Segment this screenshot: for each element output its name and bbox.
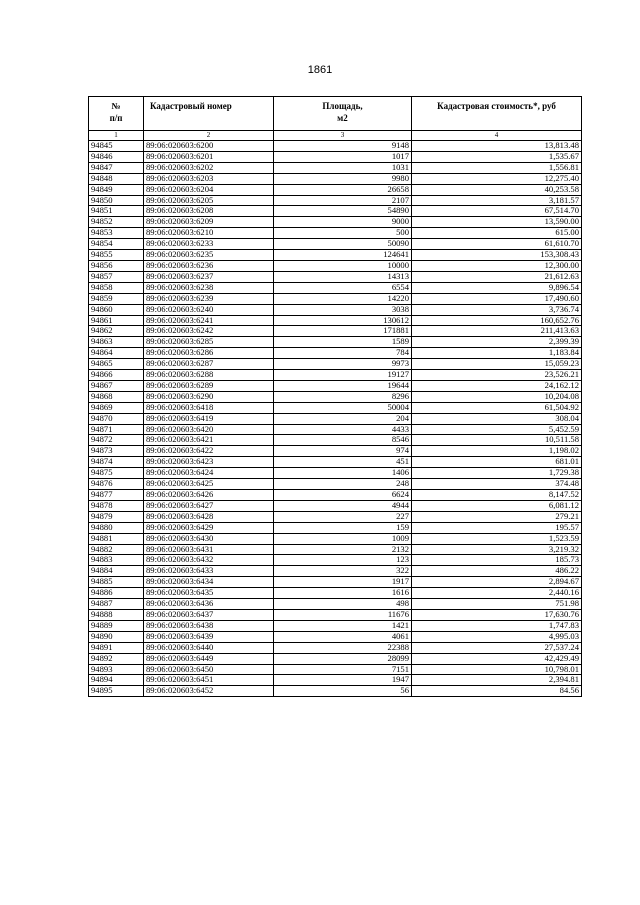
cadastral-table bbox=[88, 96, 582, 697]
row-number: 94874 bbox=[89, 457, 144, 468]
row-number: 94846 bbox=[89, 151, 144, 162]
area: 1031 bbox=[274, 162, 412, 173]
cadastral-number: 89:06:020603:6451 bbox=[144, 675, 274, 686]
area: 50004 bbox=[274, 402, 412, 413]
cadastral-cost: 3,181.57 bbox=[412, 195, 582, 206]
area: 28099 bbox=[274, 653, 412, 664]
area: 322 bbox=[274, 566, 412, 577]
area: 130612 bbox=[274, 315, 412, 326]
cadastral-cost: 12,275.40 bbox=[412, 173, 582, 184]
cadastral-cost: 67,514.70 bbox=[412, 206, 582, 217]
row-number: 94865 bbox=[89, 359, 144, 370]
cadastral-cost: 1,183.84 bbox=[412, 348, 582, 359]
row-number: 94888 bbox=[89, 609, 144, 620]
area: 9000 bbox=[274, 217, 412, 228]
header-number-sub: п/п bbox=[109, 113, 123, 123]
cadastral-cost: 195.57 bbox=[412, 522, 582, 533]
cadastral-number: 89:06:020603:6238 bbox=[144, 282, 274, 293]
table-row bbox=[89, 315, 582, 326]
cadastral-cost: 279.21 bbox=[412, 511, 582, 522]
row-number: 94860 bbox=[89, 304, 144, 315]
cadastral-number: 89:06:020603:6450 bbox=[144, 664, 274, 675]
cadastral-cost: 17,630.76 bbox=[412, 609, 582, 620]
cadastral-number: 89:06:020603:6208 bbox=[144, 206, 274, 217]
row-number: 94848 bbox=[89, 173, 144, 184]
cadastral-cost: 21,612.63 bbox=[412, 271, 582, 282]
cadastral-number: 89:06:020603:6204 bbox=[144, 184, 274, 195]
cadastral-cost: 4,995.03 bbox=[412, 631, 582, 642]
table-row bbox=[89, 206, 582, 217]
table-row bbox=[89, 577, 582, 588]
row-number: 94872 bbox=[89, 435, 144, 446]
cadastral-cost: 153,308.43 bbox=[412, 250, 582, 261]
table-row bbox=[89, 250, 582, 261]
table-row bbox=[89, 511, 582, 522]
table-row bbox=[89, 239, 582, 250]
row-number: 94869 bbox=[89, 402, 144, 413]
area: 9973 bbox=[274, 359, 412, 370]
row-number: 94845 bbox=[89, 141, 144, 152]
area: 4433 bbox=[274, 424, 412, 435]
table-row bbox=[89, 588, 582, 599]
table-row bbox=[89, 162, 582, 173]
cadastral-number: 89:06:020603:6435 bbox=[144, 588, 274, 599]
row-number: 94895 bbox=[89, 686, 144, 697]
table-row bbox=[89, 413, 582, 424]
cadastral-number: 89:06:020603:6242 bbox=[144, 326, 274, 337]
row-number: 94894 bbox=[89, 675, 144, 686]
cadastral-cost: 10,511.58 bbox=[412, 435, 582, 446]
row-number: 94878 bbox=[89, 500, 144, 511]
area: 9148 bbox=[274, 141, 412, 152]
cadastral-cost: 3,736.74 bbox=[412, 304, 582, 315]
cadastral-number: 89:06:020603:6210 bbox=[144, 228, 274, 239]
row-number: 94884 bbox=[89, 566, 144, 577]
cadastral-cost: 2,440.16 bbox=[412, 588, 582, 599]
column-number: 2 bbox=[144, 131, 274, 141]
table-row bbox=[89, 544, 582, 555]
cadastral-cost: 615.00 bbox=[412, 228, 582, 239]
cadastral-cost: 42,429.49 bbox=[412, 653, 582, 664]
header-area-line2: м2 bbox=[337, 113, 348, 123]
table-row bbox=[89, 228, 582, 239]
row-number: 94881 bbox=[89, 533, 144, 544]
cadastral-cost: 1,198.02 bbox=[412, 446, 582, 457]
cadastral-number: 89:06:020603:6289 bbox=[144, 380, 274, 391]
area: 19644 bbox=[274, 380, 412, 391]
table-body bbox=[89, 141, 582, 697]
area: 11676 bbox=[274, 609, 412, 620]
row-number: 94863 bbox=[89, 337, 144, 348]
table-row bbox=[89, 457, 582, 468]
column-number: 4 bbox=[412, 131, 582, 141]
cadastral-cost: 84.56 bbox=[412, 686, 582, 697]
cadastral-number: 89:06:020603:6440 bbox=[144, 642, 274, 653]
cadastral-number: 89:06:020603:6438 bbox=[144, 620, 274, 631]
cadastral-number: 89:06:020603:6436 bbox=[144, 599, 274, 610]
cadastral-cost: 15,059.23 bbox=[412, 359, 582, 370]
cadastral-number: 89:06:020603:6427 bbox=[144, 500, 274, 511]
table-row bbox=[89, 675, 582, 686]
table-row bbox=[89, 490, 582, 501]
cadastral-cost: 1,747.83 bbox=[412, 620, 582, 631]
cadastral-cost: 13,813.48 bbox=[412, 141, 582, 152]
cadastral-cost: 12,300.00 bbox=[412, 260, 582, 271]
row-number: 94882 bbox=[89, 544, 144, 555]
row-number: 94880 bbox=[89, 522, 144, 533]
cadastral-number: 89:06:020603:6430 bbox=[144, 533, 274, 544]
area: 498 bbox=[274, 599, 412, 610]
row-number: 94866 bbox=[89, 370, 144, 381]
cadastral-cost: 8,147.52 bbox=[412, 490, 582, 501]
cadastral-number: 89:06:020603:6287 bbox=[144, 359, 274, 370]
row-number: 94859 bbox=[89, 293, 144, 304]
table-row bbox=[89, 195, 582, 206]
cadastral-cost: 10,798.01 bbox=[412, 664, 582, 675]
row-number: 94852 bbox=[89, 217, 144, 228]
cadastral-cost: 27,537.24 bbox=[412, 642, 582, 653]
table-row bbox=[89, 479, 582, 490]
row-number: 94871 bbox=[89, 424, 144, 435]
table-row bbox=[89, 359, 582, 370]
area: 1009 bbox=[274, 533, 412, 544]
area: 6554 bbox=[274, 282, 412, 293]
row-number: 94883 bbox=[89, 555, 144, 566]
area: 9980 bbox=[274, 173, 412, 184]
cadastral-cost: 1,535.67 bbox=[412, 151, 582, 162]
row-number: 94873 bbox=[89, 446, 144, 457]
row-number: 94850 bbox=[89, 195, 144, 206]
cadastral-cost: 2,894.67 bbox=[412, 577, 582, 588]
area: 159 bbox=[274, 522, 412, 533]
row-number: 94893 bbox=[89, 664, 144, 675]
cadastral-number: 89:06:020603:6239 bbox=[144, 293, 274, 304]
cadastral-number: 89:06:020603:6235 bbox=[144, 250, 274, 261]
table-row bbox=[89, 217, 582, 228]
row-number: 94879 bbox=[89, 511, 144, 522]
row-number: 94891 bbox=[89, 642, 144, 653]
table-row bbox=[89, 282, 582, 293]
cadastral-number: 89:06:020603:6203 bbox=[144, 173, 274, 184]
row-number: 94876 bbox=[89, 479, 144, 490]
cadastral-number: 89:06:020603:6241 bbox=[144, 315, 274, 326]
cadastral-number: 89:06:020603:6432 bbox=[144, 555, 274, 566]
table-row bbox=[89, 391, 582, 402]
cadastral-number: 89:06:020603:6237 bbox=[144, 271, 274, 282]
area: 14220 bbox=[274, 293, 412, 304]
area: 1616 bbox=[274, 588, 412, 599]
header-area bbox=[274, 97, 412, 131]
cadastral-number: 89:06:020603:6449 bbox=[144, 653, 274, 664]
cadastral-cost: 681.01 bbox=[412, 457, 582, 468]
table-row bbox=[89, 402, 582, 413]
cadastral-number: 89:06:020603:6200 bbox=[144, 141, 274, 152]
header-number bbox=[89, 97, 144, 131]
area: 451 bbox=[274, 457, 412, 468]
cadastral-number: 89:06:020603:6288 bbox=[144, 370, 274, 381]
table-row bbox=[89, 631, 582, 642]
row-number: 94847 bbox=[89, 162, 144, 173]
row-number: 94885 bbox=[89, 577, 144, 588]
cadastral-cost: 2,399.39 bbox=[412, 337, 582, 348]
cadastral-number: 89:06:020603:6431 bbox=[144, 544, 274, 555]
cadastral-number: 89:06:020603:6428 bbox=[144, 511, 274, 522]
cadastral-number: 89:06:020603:6422 bbox=[144, 446, 274, 457]
area: 1406 bbox=[274, 468, 412, 479]
area: 22388 bbox=[274, 642, 412, 653]
area: 974 bbox=[274, 446, 412, 457]
table-row bbox=[89, 348, 582, 359]
area: 54890 bbox=[274, 206, 412, 217]
row-number: 94858 bbox=[89, 282, 144, 293]
table-row bbox=[89, 370, 582, 381]
table-row bbox=[89, 260, 582, 271]
table-row bbox=[89, 446, 582, 457]
cadastral-cost: 751.98 bbox=[412, 599, 582, 610]
area: 3038 bbox=[274, 304, 412, 315]
table-row bbox=[89, 599, 582, 610]
column-number-row bbox=[89, 131, 582, 141]
cadastral-number: 89:06:020603:6425 bbox=[144, 479, 274, 490]
cadastral-number: 89:06:020603:6286 bbox=[144, 348, 274, 359]
header-cadastral-cost: Кадастровая стоимость*, руб bbox=[412, 97, 582, 131]
row-number: 94887 bbox=[89, 599, 144, 610]
table-row bbox=[89, 620, 582, 631]
table-row bbox=[89, 468, 582, 479]
row-number: 94856 bbox=[89, 260, 144, 271]
cadastral-cost: 40,253.58 bbox=[412, 184, 582, 195]
area: 26658 bbox=[274, 184, 412, 195]
cadastral-number: 89:06:020603:6421 bbox=[144, 435, 274, 446]
row-number: 94864 bbox=[89, 348, 144, 359]
row-number: 94861 bbox=[89, 315, 144, 326]
cadastral-cost: 23,526.21 bbox=[412, 370, 582, 381]
area: 1589 bbox=[274, 337, 412, 348]
area: 8296 bbox=[274, 391, 412, 402]
cadastral-number: 89:06:020603:6434 bbox=[144, 577, 274, 588]
row-number: 94857 bbox=[89, 271, 144, 282]
table-row bbox=[89, 293, 582, 304]
cadastral-cost: 6,081.12 bbox=[412, 500, 582, 511]
row-number: 94870 bbox=[89, 413, 144, 424]
column-number: 3 bbox=[274, 131, 412, 141]
header-number-sign: № bbox=[111, 101, 121, 111]
table-row bbox=[89, 184, 582, 195]
row-number: 94890 bbox=[89, 631, 144, 642]
area: 124641 bbox=[274, 250, 412, 261]
header-cadastral-number: Кадастровый номер bbox=[144, 97, 274, 131]
row-number: 94853 bbox=[89, 228, 144, 239]
area: 4061 bbox=[274, 631, 412, 642]
row-number: 94875 bbox=[89, 468, 144, 479]
area: 19127 bbox=[274, 370, 412, 381]
row-number: 94849 bbox=[89, 184, 144, 195]
area: 50090 bbox=[274, 239, 412, 250]
table-row bbox=[89, 326, 582, 337]
table-row bbox=[89, 533, 582, 544]
table-row bbox=[89, 642, 582, 653]
area: 248 bbox=[274, 479, 412, 490]
table-row bbox=[89, 435, 582, 446]
area: 227 bbox=[274, 511, 412, 522]
cadastral-number: 89:06:020603:6290 bbox=[144, 391, 274, 402]
area: 56 bbox=[274, 686, 412, 697]
area: 204 bbox=[274, 413, 412, 424]
cadastral-cost: 185.73 bbox=[412, 555, 582, 566]
area: 784 bbox=[274, 348, 412, 359]
cadastral-number: 89:06:020603:6418 bbox=[144, 402, 274, 413]
row-number: 94877 bbox=[89, 490, 144, 501]
row-number: 94855 bbox=[89, 250, 144, 261]
row-number: 94889 bbox=[89, 620, 144, 631]
cadastral-cost: 1,556.81 bbox=[412, 162, 582, 173]
table-row bbox=[89, 424, 582, 435]
area: 4944 bbox=[274, 500, 412, 511]
table-row bbox=[89, 653, 582, 664]
cadastral-cost: 1,729.38 bbox=[412, 468, 582, 479]
page-number: 1861 bbox=[307, 64, 333, 76]
table-row bbox=[89, 380, 582, 391]
table-row bbox=[89, 141, 582, 152]
cadastral-number: 89:06:020603:6439 bbox=[144, 631, 274, 642]
cadastral-number: 89:06:020603:6419 bbox=[144, 413, 274, 424]
cadastral-cost: 160,652.76 bbox=[412, 315, 582, 326]
cadastral-number: 89:06:020603:6429 bbox=[144, 522, 274, 533]
cadastral-cost: 1,523.59 bbox=[412, 533, 582, 544]
table-row bbox=[89, 555, 582, 566]
row-number: 94868 bbox=[89, 391, 144, 402]
cadastral-number: 89:06:020603:6452 bbox=[144, 686, 274, 697]
cadastral-number: 89:06:020603:6437 bbox=[144, 609, 274, 620]
area: 171881 bbox=[274, 326, 412, 337]
table-row bbox=[89, 664, 582, 675]
cadastral-cost: 9,896.54 bbox=[412, 282, 582, 293]
area: 2132 bbox=[274, 544, 412, 555]
row-number: 94892 bbox=[89, 653, 144, 664]
cadastral-number: 89:06:020603:6285 bbox=[144, 337, 274, 348]
cadastral-cost: 374.48 bbox=[412, 479, 582, 490]
cadastral-cost: 211,413.63 bbox=[412, 326, 582, 337]
area: 7151 bbox=[274, 664, 412, 675]
cadastral-cost: 13,590.00 bbox=[412, 217, 582, 228]
table-row bbox=[89, 686, 582, 697]
table-row bbox=[89, 173, 582, 184]
cadastral-number: 89:06:020603:6433 bbox=[144, 566, 274, 577]
cadastral-number: 89:06:020603:6420 bbox=[144, 424, 274, 435]
cadastral-number: 89:06:020603:6236 bbox=[144, 260, 274, 271]
area: 1421 bbox=[274, 620, 412, 631]
table-row bbox=[89, 304, 582, 315]
cadastral-cost: 24,162.12 bbox=[412, 380, 582, 391]
area: 10000 bbox=[274, 260, 412, 271]
row-number: 94854 bbox=[89, 239, 144, 250]
area: 6624 bbox=[274, 490, 412, 501]
column-number: 1 bbox=[89, 131, 144, 141]
cadastral-number: 89:06:020603:6423 bbox=[144, 457, 274, 468]
area: 1917 bbox=[274, 577, 412, 588]
cadastral-number: 89:06:020603:6205 bbox=[144, 195, 274, 206]
table-row bbox=[89, 522, 582, 533]
cadastral-cost: 3,219.32 bbox=[412, 544, 582, 555]
cadastral-cost: 61,504.92 bbox=[412, 402, 582, 413]
area: 500 bbox=[274, 228, 412, 239]
cadastral-cost: 486.22 bbox=[412, 566, 582, 577]
cadastral-number: 89:06:020603:6424 bbox=[144, 468, 274, 479]
cadastral-number: 89:06:020603:6201 bbox=[144, 151, 274, 162]
header-area-line1: Площадь, bbox=[322, 101, 363, 111]
area: 8546 bbox=[274, 435, 412, 446]
table-row bbox=[89, 566, 582, 577]
cadastral-number: 89:06:020603:6426 bbox=[144, 490, 274, 501]
cadastral-cost: 2,394.81 bbox=[412, 675, 582, 686]
area: 1947 bbox=[274, 675, 412, 686]
table-row bbox=[89, 271, 582, 282]
row-number: 94851 bbox=[89, 206, 144, 217]
area: 14313 bbox=[274, 271, 412, 282]
area: 123 bbox=[274, 555, 412, 566]
table-row bbox=[89, 500, 582, 511]
cadastral-number: 89:06:020603:6209 bbox=[144, 217, 274, 228]
cadastral-cost: 61,610.70 bbox=[412, 239, 582, 250]
table-row bbox=[89, 609, 582, 620]
row-number: 94867 bbox=[89, 380, 144, 391]
table-row bbox=[89, 337, 582, 348]
cadastral-cost: 308.04 bbox=[412, 413, 582, 424]
cadastral-cost: 17,490.60 bbox=[412, 293, 582, 304]
row-number: 94886 bbox=[89, 588, 144, 599]
cadastral-number: 89:06:020603:6202 bbox=[144, 162, 274, 173]
cadastral-cost: 10,204.08 bbox=[412, 391, 582, 402]
area: 1017 bbox=[274, 151, 412, 162]
row-number: 94862 bbox=[89, 326, 144, 337]
table-row bbox=[89, 151, 582, 162]
cadastral-number: 89:06:020603:6233 bbox=[144, 239, 274, 250]
cadastral-number: 89:06:020603:6240 bbox=[144, 304, 274, 315]
cadastral-cost: 5,452.59 bbox=[412, 424, 582, 435]
table-header-row bbox=[89, 97, 582, 131]
area: 2107 bbox=[274, 195, 412, 206]
